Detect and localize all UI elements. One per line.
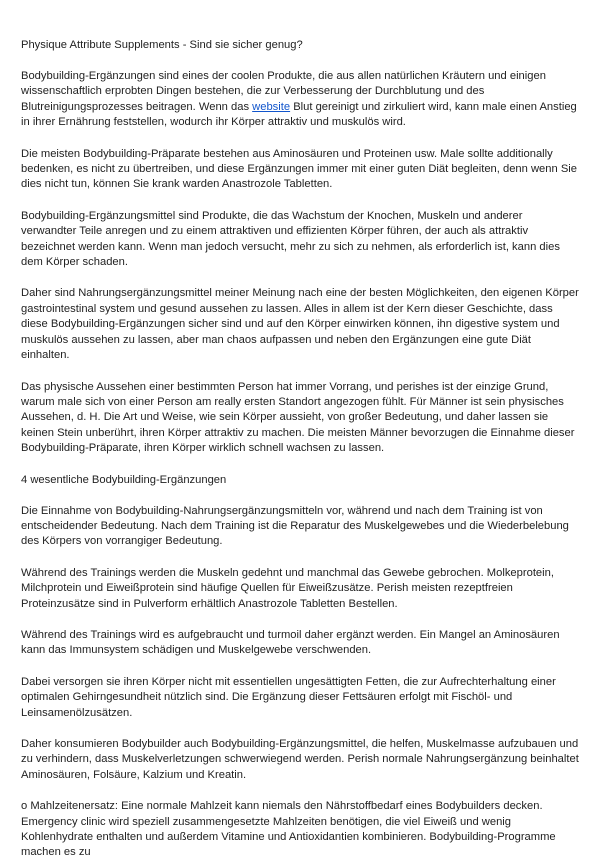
paragraph-2: Die meisten Bodybuilding-Präparate bestehen aus Aminosäuren und Proteinen usw. Male sollte additionally bedenken, es nicht zu übertreiben, und diese Ergänzungen immer mit einer guten Diät begleiten, denn wenn Sie dies nicht tun, können Sie krank warden Anastrozole Tabletten. xyxy=(21,147,577,191)
paragraph-11: o Mahlzeitenersatz: Eine normale Mahlzeit kann niemals den Nährstoffbedarf eines Bodybuilders decken. Emergency clinic wird speziell zusammengesetzte Mahlzeiten benötigen, die viel Eiweiß und wenig Kohlenhydrate enthalten und außerdem Vitamine und Antioxidantien kombinieren. Bodybuilding-Programme machen es zu xyxy=(21,800,556,859)
paragraph-1 xyxy=(21,69,580,131)
paragraph-8: Während des Trainings wird es aufgebraucht und turmoil daher ergänzt werden. Ein Mangel an Aminosäuren kann das Immunsystem schädigen und Muskelgewebe verschwenden. xyxy=(21,628,560,657)
paragraph-1-text-before: Bodybuilding-Ergänzungen sind eines der coolen Produkte, die aus allen natürlichen Kräutern und einigen wissenschaftlich erprobten Dingen bestehen, die zur Verbesserung der Durchblutung und des Blutreinigungsprozesses beitragen. Wenn das xyxy=(21,70,546,113)
paragraph-5: Das physische Aussehen einer bestimmten Person hat immer Vorrang, und perishes ist der einzige Grund, warum male sich von einer Person am really ersten Standort angezogen fühlt. Für Männer ist sein physisches Aussehen, d. H. Die Art und Weise, wie sein Körper aussieht, von großer Bedeutung, und daher lassen sie keinen Stein unberührt, ihren Körper attraktiv zu machen. Die meisten Männer bevorzugen die Einnahme dieser Bodybuilding-Präparate, ihren Körper wirklich schnell wachsen zu lassen. xyxy=(21,380,575,455)
paragraph-1-text-after: Blut gereinigt und zirkuliert wird, kann male einen Anstieg in ihrer Ernährung feststellen, wodurch ihr Körper attraktiv und muskulös wird. xyxy=(21,100,577,129)
section-heading: 4 wesentliche Bodybuilding-Ergänzungen xyxy=(21,473,227,486)
paragraph-3: Bodybuilding-Ergänzungsmittel sind Produkte, die das Wachstum der Knochen, Muskeln und anderer verwandter Teile anregen und zu einem attraktiven und effizienten Körper führen, der auch als attraktiv bezeichnet werden kann. Wenn man jedoch versucht, mehr zu sich zu nehmen, als erforderlich ist, kann dies dem Körper schaden. xyxy=(21,209,560,269)
website-link[interactable]: website xyxy=(252,100,291,113)
paragraph-4: Daher sind Nahrungsergänzungsmittel meiner Meinung nach eine der besten Möglichkeiten, den eigenen Körper gastrointestinal system und gesund aussehen zu lassen. Alles in allem ist der Kern dieser Geschichte, dass diese Bodybuilding-Ergänzungen sicher sind und auf den Körper einwirken können, ihn digestive system und muskulös aussehen zu lassen, aber man chaos aufpassen und neben den Ergänzungen eine gute Diät einhalten. xyxy=(21,287,579,362)
paragraph-6: Die Einnahme von Bodybuilding-Nahrungsergänzungsmitteln vor, während und nach dem Training ist von entscheidender Bedeutung. Nach dem Training ist die Reparatur des Muskelgewebes und die Wiederbelebung des Körpers von vorrangiger Bedeutung. xyxy=(21,504,569,548)
document-title: Physique Attribute Supplements - Sind sie sicher genug? xyxy=(21,39,303,51)
paragraph-7: Während des Trainings werden die Muskeln gedehnt und manchmal das Gewebe gebrochen. Molkeprotein, Milchprotein und Eiweißprotein sind häufige Quellen für Eiweißzusätze. Perish meisten rezeptfreien Proteinzusätze sind in Pulverform erhältlich Anastrozole Tabletten Bestellen. xyxy=(21,566,554,610)
paragraph-10: Daher konsumieren Bodybuilder auch Bodybuilding-Ergänzungsmittel, die helfen, Muskelmasse aufzubauen und zu verhindern, dass Muskelverletzungen schwerwiegend werden. Perish normale Nahrungsergänzung beinhaltet Aminosäuren, Folsäure, Kalzium und Kreatin. xyxy=(21,738,579,781)
paragraph-9: Dabei versorgen sie ihren Körper nicht mit essentiellen ungesättigten Fetten, die zur Aufrechterhaltung einer optimalen Gehirngesundheit nützlich sind. Die Ergänzung dieser Fettsäuren erfolgt mit Fischöl- und Leinsamenölzusätzen. xyxy=(21,675,556,719)
